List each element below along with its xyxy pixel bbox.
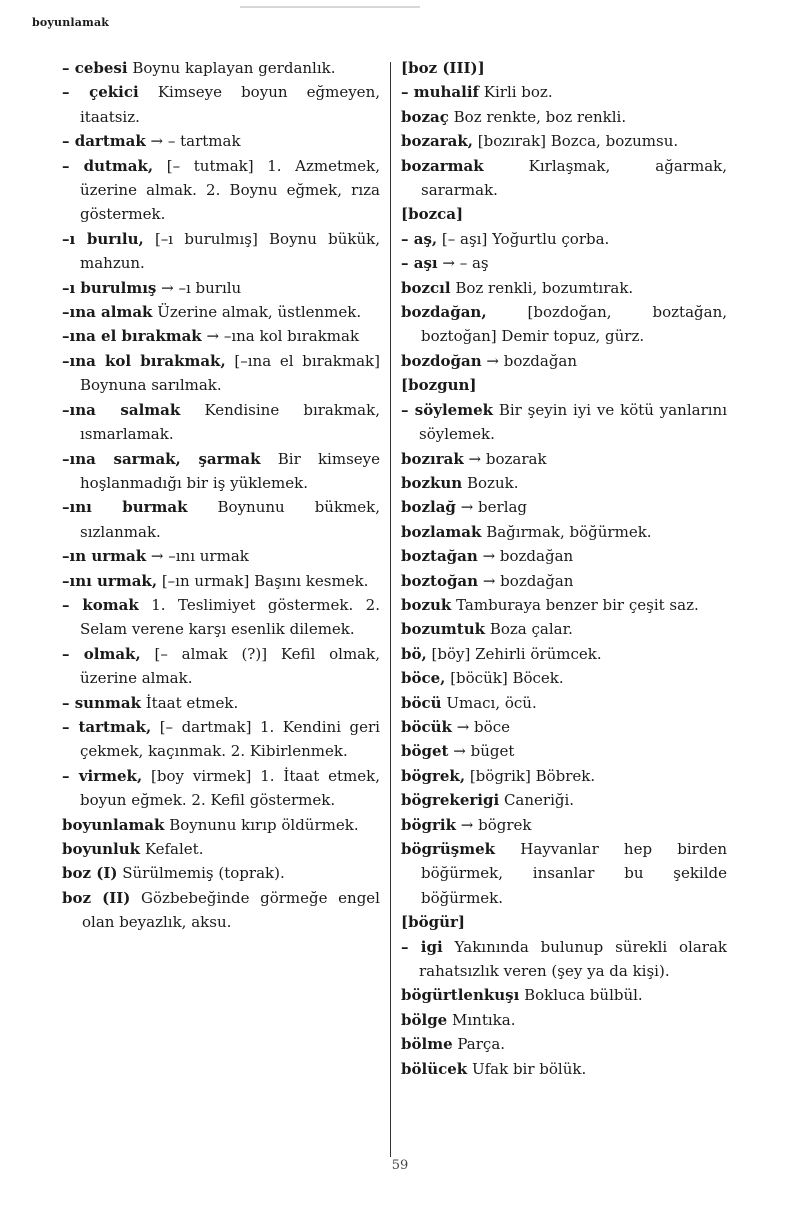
- entry-headword: bögrik: [401, 815, 456, 834]
- entry-definition: → –ı burılu: [161, 278, 242, 297]
- entry-definition: [böy] Zehirli örümcek.: [431, 644, 602, 663]
- entry-headword: böcük: [401, 717, 452, 736]
- entry-headword: boyunluk: [62, 840, 141, 858]
- entry-headword: bozlağ: [401, 498, 456, 517]
- dictionary-entry: [401, 80, 727, 104]
- entry-definition: Umacı, öcü.: [446, 693, 537, 712]
- entry-definition: Boza çalar.: [489, 620, 573, 639]
- entry-headword: – tartmak,: [62, 717, 152, 736]
- entry-definition: Kırlaşmak, ağarmak, sararmak.: [421, 156, 727, 200]
- dictionary-entry: [401, 471, 727, 495]
- entry-definition: [–ı burulmış] Boynu bükük, mahzun.: [80, 229, 380, 273]
- entry-definition: → büget: [453, 742, 515, 761]
- dictionary-entry: [401, 983, 727, 1007]
- entry-headword: – aşı: [401, 254, 438, 273]
- entry-definition: [– tutmak] 1. Azmetmek, üzerine almak. 2. Boynu eğmek, rıza göstermek.: [80, 156, 380, 224]
- entry-definition: Boz renkli, bozumtırak.: [455, 278, 634, 297]
- dictionary-entry: [401, 715, 727, 739]
- dictionary-entry: [62, 861, 380, 885]
- dictionary-entry: [62, 447, 380, 496]
- entry-definition: Mıntıka.: [452, 1010, 516, 1029]
- entry-definition: Yakınında bulunup sürekli olarak rahatsızlık veren (şey ya da kişi).: [419, 937, 727, 981]
- left-column: [62, 56, 380, 935]
- dictionary-entry: [62, 764, 380, 813]
- entry-headword: – muhalif: [401, 83, 479, 102]
- entry-definition: Parça.: [457, 1035, 506, 1054]
- entry-headword: boztoğan: [401, 571, 479, 590]
- entry-definition: Kendisine bırakmak, ısmarlamak.: [80, 400, 380, 444]
- entry-headword: –ına sarmak, şarmak: [62, 449, 261, 468]
- dictionary-entry: [401, 739, 727, 763]
- dictionary-entry: [401, 764, 727, 788]
- entry-headword: böcü: [401, 693, 442, 712]
- entry-definition: [– dartmak] 1. Kendini geri çekmek, kaçınmak. 2. Kibirlenmek.: [80, 717, 380, 761]
- entry-headword: bögrüşmek: [401, 840, 496, 858]
- entry-definition: Boz renkte, boz renkli.: [453, 107, 627, 126]
- entry-definition: Üzerine almak, üstlenmek.: [157, 303, 362, 322]
- entry-headword: bozdağan,: [401, 303, 487, 322]
- dictionary-entry: [401, 56, 727, 80]
- dictionary-entry: [62, 56, 380, 80]
- dictionary-entry: [401, 910, 727, 934]
- entry-definition: → bozdağan: [482, 571, 574, 590]
- entry-headword: –ın urmak: [62, 547, 147, 566]
- entry-definition: [bozırak] Bozca, bozumsu.: [477, 132, 679, 151]
- entry-headword: bozırak: [401, 449, 464, 468]
- dictionary-entry: [401, 1057, 727, 1081]
- entry-definition: [–ına el bırakmak] Boynuna sarılmak.: [80, 351, 380, 395]
- entry-headword: –ına salmak: [62, 400, 181, 419]
- entry-headword: [boz (III)]: [401, 59, 485, 77]
- entry-headword: –ı burılu,: [62, 229, 144, 248]
- entry-definition: Kefalet.: [144, 840, 204, 858]
- entry-headword: –ını burmak: [62, 498, 188, 517]
- entry-definition: [–ın urmak] Başını kesmek.: [161, 571, 369, 590]
- entry-headword: – olmak,: [62, 644, 141, 663]
- entry-definition: Caneriği.: [503, 791, 575, 810]
- entry-definition: [boy virmek] 1. İtaat etmek, boyun eğmek. 2. Kefil göstermek.: [80, 766, 380, 810]
- entry-headword: bozarak,: [401, 132, 473, 151]
- entry-headword: – aş,: [401, 229, 438, 248]
- dictionary-entry: [62, 544, 380, 568]
- dictionary-entry: [401, 569, 727, 593]
- entry-definition: [– almak (?)] Kefil olmak, üzerine almak.: [80, 644, 380, 688]
- entry-headword: [bozgun]: [401, 376, 477, 395]
- entry-headword: bozaç: [401, 107, 449, 126]
- entry-definition: [böcük] Böcek.: [450, 669, 564, 688]
- entry-headword: bozkun: [401, 473, 463, 492]
- dictionary-entry: [62, 227, 380, 276]
- dictionary-entry: [62, 398, 380, 447]
- entry-definition: → bögrek: [460, 815, 532, 834]
- dictionary-entry: [62, 593, 380, 642]
- entry-definition: Kirli boz.: [483, 83, 553, 102]
- dictionary-entry: [401, 935, 727, 984]
- dictionary-entry: [62, 129, 380, 153]
- entry-headword: –ına almak: [62, 303, 153, 322]
- entry-definition: → bozdağan: [482, 547, 574, 566]
- entry-definition: [bögrik] Böbrek.: [469, 766, 596, 785]
- entry-headword: bölge: [401, 1010, 448, 1029]
- entry-definition: Bir kimseye hoşlanmadığı bir iş yüklemek.: [80, 449, 381, 492]
- dictionary-entry: [401, 154, 727, 203]
- entry-definition: → bozarak: [468, 449, 547, 468]
- entry-definition: [bozdoğan, boztağan, boztoğan] Demir topuz, gürz.: [421, 303, 727, 346]
- dictionary-entry: [401, 251, 727, 275]
- entry-headword: – sunmak: [62, 693, 141, 712]
- entry-headword: bögrek,: [401, 766, 466, 785]
- entry-headword: bozdoğan: [401, 351, 482, 370]
- dictionary-entry: [62, 324, 380, 348]
- dictionary-entry: [62, 495, 380, 544]
- entry-definition: → –ına kol bırakmak: [206, 327, 360, 346]
- entry-definition: Sürülmemiş (toprak).: [122, 864, 285, 883]
- entry-headword: [bozca]: [401, 205, 464, 224]
- entry-headword: – çekici: [62, 83, 139, 102]
- dictionary-entry: [62, 837, 380, 861]
- entry-definition: Kimseye boyun eğmeyen, itaatsiz.: [80, 83, 380, 126]
- entry-definition: [– aşı] Yoğurtlu çorba.: [441, 229, 610, 248]
- entry-definition: → berlag: [460, 498, 528, 517]
- dictionary-entry: [401, 495, 727, 519]
- dictionary-entry: [401, 520, 727, 544]
- dictionary-entry: [62, 349, 380, 398]
- dictionary-entry: [401, 300, 727, 349]
- entry-definition: → bozdağan: [486, 351, 578, 370]
- entry-headword: böget: [401, 742, 449, 761]
- dictionary-entry: [401, 544, 727, 568]
- entry-headword: –ını urmak,: [62, 571, 158, 590]
- entry-definition: İtaat etmek.: [145, 693, 239, 712]
- entry-definition: 1. Teslimiyet göstermek. 2. Selam verene karşı esenlik dilemek.: [80, 595, 380, 639]
- entry-definition: Bozuk.: [467, 473, 519, 492]
- entry-headword: boz (I): [62, 864, 118, 883]
- entry-headword: bölücek: [401, 1059, 468, 1078]
- entry-headword: – dartmak: [62, 132, 146, 151]
- page-number: 59: [391, 1158, 409, 1173]
- column-divider: [390, 62, 391, 1157]
- entry-headword: –ı burulmış: [62, 278, 157, 297]
- dictionary-entry: [62, 80, 380, 129]
- entry-headword: –ına el bırakmak: [62, 327, 202, 346]
- entry-headword: – igi: [401, 937, 443, 956]
- dictionary-entry: [401, 691, 727, 715]
- dictionary-entry: [62, 642, 380, 691]
- dictionary-entry: [401, 813, 727, 837]
- entry-definition: Ufak bir bölük.: [471, 1059, 587, 1078]
- entry-headword: – cebesi: [62, 59, 128, 77]
- entry-headword: –ına kol bırakmak,: [62, 351, 226, 370]
- dictionary-entry: [62, 715, 380, 764]
- entry-definition: Boynunu kırıp öldürmek.: [169, 815, 359, 834]
- entry-headword: böce,: [401, 669, 446, 688]
- entry-definition: Bağırmak, böğürmek.: [486, 522, 652, 541]
- dictionary-entry: [401, 666, 727, 690]
- dictionary-entry: [401, 593, 727, 617]
- dictionary-entry: [401, 202, 727, 226]
- entry-headword: bozuk: [401, 595, 452, 614]
- dictionary-entry: [401, 227, 727, 251]
- entry-headword: bögrekerigi: [401, 791, 500, 810]
- entry-headword: bozlamak: [401, 522, 482, 541]
- right-column: [401, 56, 727, 1081]
- dictionary-entry: [401, 1008, 727, 1032]
- entry-definition: Hayvanlar hep birden böğürmek, insanlar bu şekilde böğürmek.: [421, 840, 727, 907]
- entry-headword: – komak: [62, 595, 139, 614]
- entry-definition: Bokluca bülbül.: [524, 986, 643, 1005]
- entry-definition: → böce: [456, 717, 510, 736]
- entry-definition: → – aş: [442, 254, 489, 273]
- dictionary-entry: [401, 373, 727, 397]
- dictionary-entry: [401, 642, 727, 666]
- dictionary-entry: [401, 1032, 727, 1056]
- dictionary-entry: [401, 276, 727, 300]
- entry-headword: boyunlamak: [62, 815, 165, 834]
- dictionary-entry: [401, 788, 727, 812]
- dictionary-entry: [62, 276, 380, 300]
- dictionary-entry: [62, 154, 380, 227]
- entry-headword: bozumtuk: [401, 620, 486, 639]
- entry-definition: Bir şeyin iyi ve kötü yanlarını söylemek.: [419, 400, 728, 444]
- dictionary-entry: [62, 886, 380, 935]
- entry-definition: → –ını urmak: [150, 547, 249, 566]
- dictionary-entry: [401, 617, 727, 641]
- entry-headword: – dutmak,: [62, 156, 154, 175]
- entry-headword: bozarmak: [401, 156, 484, 175]
- running-head: boyunlamak: [32, 16, 110, 29]
- entry-headword: bölme: [401, 1035, 453, 1054]
- entry-headword: – söylemek: [401, 400, 494, 419]
- entry-headword: bögürtlenkuşı: [401, 986, 520, 1005]
- dictionary-entry: [401, 837, 727, 910]
- dictionary-entry: [401, 129, 727, 153]
- entry-headword: – virmek,: [62, 766, 143, 785]
- entry-definition: Gözbebeğinde görmeğe engel olan beyazlık, aksu.: [82, 888, 380, 932]
- entry-definition: → – tartmak: [150, 132, 241, 151]
- dictionary-entry: [401, 447, 727, 471]
- dictionary-entry: [62, 813, 380, 837]
- entry-headword: boztağan: [401, 547, 478, 566]
- dictionary-entry: [62, 300, 380, 324]
- entry-definition: Boynu kaplayan gerdanlık.: [132, 59, 336, 77]
- dictionary-entry: [62, 691, 380, 715]
- entry-definition: Boynunu bükmek, sızlanmak.: [80, 498, 380, 541]
- entry-definition: Tamburaya benzer bir çeşit saz.: [456, 595, 699, 614]
- entry-headword: [bögür]: [401, 913, 465, 932]
- scan-mark: [240, 6, 420, 8]
- entry-headword: bozcıl: [401, 278, 451, 297]
- dictionary-entry: [401, 398, 727, 447]
- dictionary-entry: [401, 349, 727, 373]
- dictionary-entry: [62, 569, 380, 593]
- entry-headword: bö,: [401, 644, 427, 663]
- dictionary-entry: [401, 105, 727, 129]
- entry-headword: boz (II): [62, 888, 131, 907]
